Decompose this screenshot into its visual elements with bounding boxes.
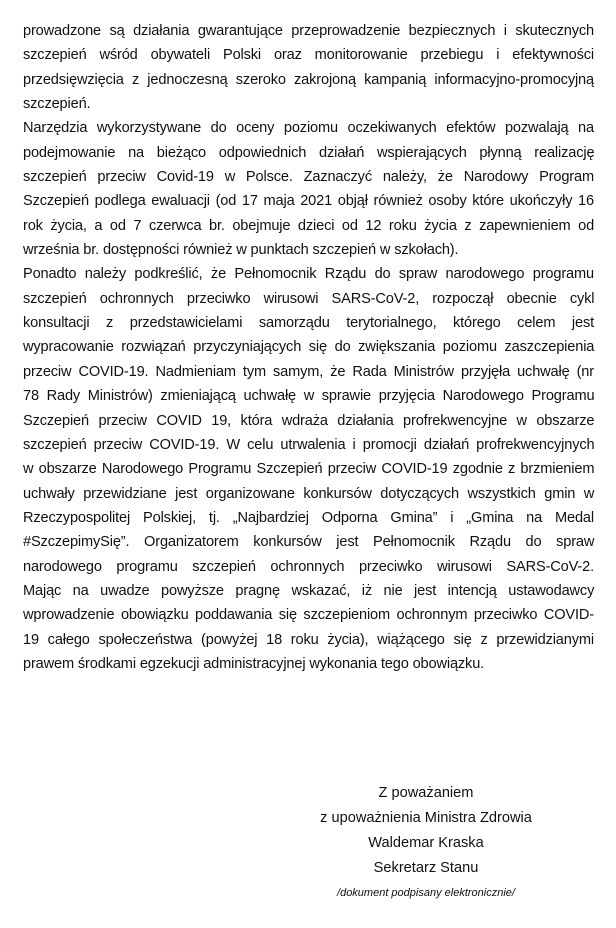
text-line: konsultacji z przedstawicielami samorządu terytorialnego, którego celem jest <box>23 315 594 332</box>
text-line: w obszarze Narodowego Programu Szczepień przeciw COVID-19 zgodnie z brzmieniem <box>23 461 595 478</box>
text-line: wprowadzenie obowiązku poddawania się szczepieniom ochronnym przeciwko COVID- <box>23 607 595 624</box>
electronic-signature-note: /dokument podpisany elektronicznie/ <box>337 887 515 899</box>
text-line: Rzeczypospolitej Polskiej, tj. „Najbardziej Odporna Gmina” i „Gmina na Medal <box>23 509 594 526</box>
text-line: prawem środkami egzekucji administracyjnej wykonania tego obowiązku. <box>23 655 485 672</box>
text-line: szczepień wśród obywateli Polski oraz monitorowanie przebiegu i efektywności <box>23 47 594 64</box>
text-line: przedsięwzięcia z jednoczesną szeroko zakrojoną kampanią informacyjno-promocyjną <box>23 71 594 88</box>
text-line: szczepień ochronnych przeciwko wirusowi SARS-CoV-2, rozpoczął obecnie cykl <box>23 290 595 307</box>
text-line: szczepień przeciw Covid-19 w Polsce. Zaznaczyć należy, że Narodowy Program <box>23 169 594 186</box>
paragraph-plenipotentiary <box>23 262 594 676</box>
text-line: #SzczepimySię”. Organizatorem konkursów jest Pełnomocnik Rządu do spraw <box>23 534 595 551</box>
text-line: podejmowanie na bieżąco odpowiednich działań wspierających płynną realizację <box>23 144 595 161</box>
text-line: Szczepień przeciw COVID 19, która wdraża działania profrekwencyjne w obszarze <box>23 412 595 429</box>
text-line: szczepień przeciw COVID-19. W celu utrwalenia i promocji działań profrekwencyjnych <box>23 436 595 453</box>
paragraph-intro-continuation <box>23 19 594 116</box>
letter-body <box>23 19 594 676</box>
text-line: Mając na uwadze powyższe pragnę wskazać, iż nie jest intencją ustawodawcy <box>23 582 595 599</box>
authority-text: z upoważnienia Ministra Zdrowia <box>320 810 532 826</box>
text-line: szczepień. <box>23 96 91 113</box>
text-line: przeciw COVID-19. Nadmieniam tym samym, że Rada Ministrów przyjęła uchwałę (nr <box>23 363 594 380</box>
text-line: września br. dostępności również w punktach szczepień w szkołach). <box>23 242 459 259</box>
text-line: Ponadto należy podkreślić, że Pełnomocnik Rządu do spraw narodowego programu <box>23 266 594 283</box>
closing-text: Z poważaniem <box>378 785 474 801</box>
text-line: Szczepień podlega ewaluacji (od 17 maja 2021 objął również osoby które ukończyły 16 <box>23 193 594 210</box>
text-line: rok życia, a od 7 czerwca br. obejmuje dzieci od 12 roku życia z zapewnieniem od <box>23 217 595 234</box>
text-line: narodowego programu szczepień ochronnych przeciwko wirusowi SARS-CoV-2. <box>23 558 594 575</box>
text-line: Narzędzia wykorzystywane do oceny poziomu oczekiwanych efektów pozwalają na <box>23 120 594 137</box>
signature-block <box>276 781 576 905</box>
text-line: wypracowanie rozwiązań przyczyniających się do zwiększania poziomu zaszczepienia <box>23 339 595 356</box>
signatory-name: Waldemar Kraska <box>368 835 484 851</box>
text-line: 19 całego społeczeństwa (powyżej 18 roku życia), wiążącego się z przewidzianymi <box>23 631 594 648</box>
text-line: 78 Rady Ministrów) zmieniającą uchwałę w sprawie przyjęcia Narodowego Programu <box>23 388 595 405</box>
paragraph-evaluation-tools <box>23 116 594 262</box>
text-line: prowadzone są działania gwarantujące przeprowadzenie bezpiecznych i skutecznych <box>23 23 594 39</box>
text-line: uchwały przewidziane jest organizowane konkursów dotyczących wszystkich gmin w <box>23 485 595 502</box>
signatory-title: Sekretarz Stanu <box>373 860 479 876</box>
